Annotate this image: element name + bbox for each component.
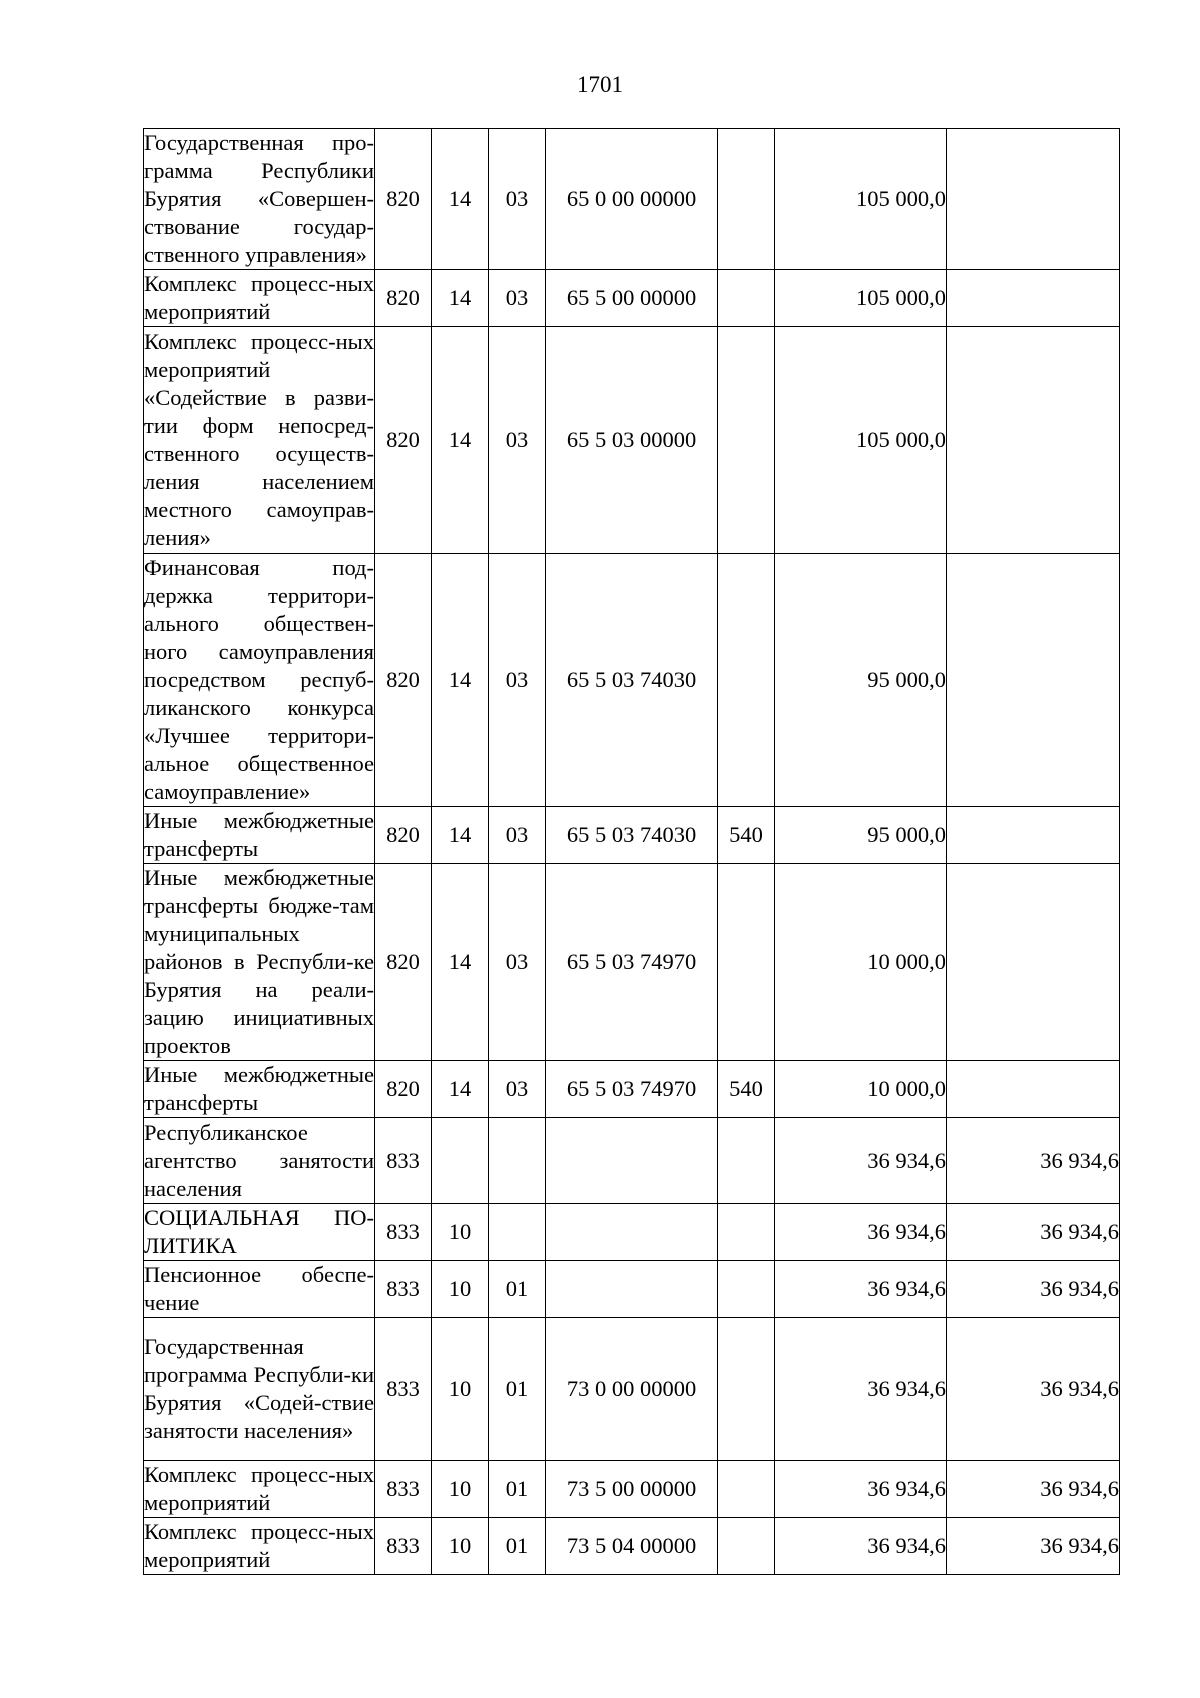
subsection-code-cell: 03 <box>489 554 546 807</box>
ministry-code-cell: 820 <box>375 864 432 1061</box>
ministry-code-cell: 820 <box>375 327 432 554</box>
section-code-cell: 14 <box>432 807 489 864</box>
row-name-cell: Иные межбюджетные трансферты <box>144 807 375 864</box>
table-row <box>144 270 1120 327</box>
table-row <box>144 864 1120 1061</box>
row-name-cell: Республиканское агентство занятости населения <box>144 1118 375 1204</box>
subsection-code-cell: 01 <box>489 1518 546 1575</box>
ministry-code-cell: 833 <box>375 1204 432 1261</box>
section-code-cell: 10 <box>432 1261 489 1318</box>
expense-type-cell <box>718 1261 775 1318</box>
subsection-code-cell: 03 <box>489 864 546 1061</box>
table-row <box>144 1061 1120 1118</box>
subsection-code-cell: 03 <box>489 129 546 270</box>
row-name-cell: Комплекс процесс-ных мероприятий <box>144 270 375 327</box>
expense-type-cell: 540 <box>718 1061 775 1118</box>
table-row <box>144 807 1120 864</box>
row-name-cell: Государственная программа Республи-ки Бурятия «Содей-ствие занятости населения» <box>144 1318 375 1461</box>
target-article-cell <box>546 1118 718 1204</box>
ministry-code-cell: 833 <box>375 1118 432 1204</box>
table-row <box>144 1318 1120 1461</box>
amount-1-cell: 36 934,6 <box>775 1318 947 1461</box>
table-row <box>144 1518 1120 1575</box>
expense-type-cell: 540 <box>718 807 775 864</box>
expense-type-cell <box>718 327 775 554</box>
amount-2-cell <box>947 129 1120 270</box>
amount-1-cell: 10 000,0 <box>775 864 947 1061</box>
amount-1-cell: 95 000,0 <box>775 554 947 807</box>
table-row <box>144 1461 1120 1518</box>
table-row <box>144 554 1120 807</box>
expense-type-cell <box>718 1518 775 1575</box>
row-name-cell: Иные межбюджетные трансферты бюдже-там муниципальных районов в Республи-ке Бурятия на реали-зацию инициативных проектов <box>144 864 375 1061</box>
target-article-cell: 65 5 03 74030 <box>546 554 718 807</box>
amount-2-cell: 36 934,6 <box>947 1461 1120 1518</box>
target-article-cell: 65 5 03 74970 <box>546 864 718 1061</box>
expense-type-cell <box>718 270 775 327</box>
amount-2-cell <box>947 327 1120 554</box>
expense-type-cell <box>718 1204 775 1261</box>
row-name-cell: Государственная про-грамма Республики Бурятия «Совершен-ствование государ-ственного управления» <box>144 129 375 270</box>
expense-type-cell <box>718 129 775 270</box>
section-code-cell: 14 <box>432 129 489 270</box>
target-article-cell: 65 5 03 74030 <box>546 807 718 864</box>
target-article-cell: 65 5 03 74970 <box>546 1061 718 1118</box>
target-article-cell: 65 0 00 00000 <box>546 129 718 270</box>
ministry-code-cell: 820 <box>375 129 432 270</box>
amount-2-cell <box>947 1061 1120 1118</box>
amount-1-cell: 36 934,6 <box>775 1118 947 1204</box>
section-code-cell: 14 <box>432 270 489 327</box>
row-name-cell: Комплекс процесс-ных мероприятий <box>144 1461 375 1518</box>
amount-2-cell: 36 934,6 <box>947 1318 1120 1461</box>
target-article-cell <box>546 1261 718 1318</box>
row-name-cell: Комплекс процесс-ных мероприятий «Содействие в разви-тии форм непосред-ственного осуществ-ления населением местного самоуправ-ления» <box>144 327 375 554</box>
amount-2-cell <box>947 554 1120 807</box>
amount-2-cell: 36 934,6 <box>947 1118 1120 1204</box>
amount-2-cell <box>947 864 1120 1061</box>
target-article-cell <box>546 1204 718 1261</box>
target-article-cell: 73 5 04 00000 <box>546 1518 718 1575</box>
expense-type-cell <box>718 1118 775 1204</box>
target-article-cell: 73 0 00 00000 <box>546 1318 718 1461</box>
table-row <box>144 129 1120 270</box>
table-row <box>144 1204 1120 1261</box>
expense-type-cell <box>718 1318 775 1461</box>
target-article-cell: 65 5 03 00000 <box>546 327 718 554</box>
table-row <box>144 327 1120 554</box>
amount-1-cell: 105 000,0 <box>775 129 947 270</box>
row-name-cell: Финансовая под-держка территори-ального обществен-ного самоуправления посредством респуб-ликанского конкурса «Лучшее территори-альное общественное самоуправление» <box>144 554 375 807</box>
page-number: 1701 <box>577 72 623 97</box>
ministry-code-cell: 833 <box>375 1261 432 1318</box>
amount-2-cell <box>947 270 1120 327</box>
expense-type-cell <box>718 864 775 1061</box>
subsection-code-cell: 01 <box>489 1261 546 1318</box>
amount-1-cell: 95 000,0 <box>775 807 947 864</box>
row-name-cell: Иные межбюджетные трансферты <box>144 1061 375 1118</box>
ministry-code-cell: 833 <box>375 1318 432 1461</box>
table-row <box>144 1261 1120 1318</box>
subsection-code-cell <box>489 1204 546 1261</box>
subsection-code-cell: 03 <box>489 807 546 864</box>
section-code-cell: 14 <box>432 554 489 807</box>
expense-type-cell <box>718 1461 775 1518</box>
amount-1-cell: 105 000,0 <box>775 327 947 554</box>
subsection-code-cell: 01 <box>489 1461 546 1518</box>
section-code-cell: 10 <box>432 1518 489 1575</box>
section-code-cell: 10 <box>432 1318 489 1461</box>
amount-2-cell: 36 934,6 <box>947 1518 1120 1575</box>
target-article-cell: 65 5 00 00000 <box>546 270 718 327</box>
section-code-cell: 14 <box>432 864 489 1061</box>
ministry-code-cell: 833 <box>375 1461 432 1518</box>
section-code-cell <box>432 1118 489 1204</box>
amount-1-cell: 36 934,6 <box>775 1261 947 1318</box>
amount-1-cell: 10 000,0 <box>775 1061 947 1118</box>
subsection-code-cell <box>489 1118 546 1204</box>
subsection-code-cell: 03 <box>489 1061 546 1118</box>
ministry-code-cell: 833 <box>375 1518 432 1575</box>
amount-2-cell: 36 934,6 <box>947 1204 1120 1261</box>
subsection-code-cell: 03 <box>489 327 546 554</box>
amount-1-cell: 36 934,6 <box>775 1518 947 1575</box>
target-article-cell: 73 5 00 00000 <box>546 1461 718 1518</box>
ministry-code-cell: 820 <box>375 1061 432 1118</box>
amount-1-cell: 105 000,0 <box>775 270 947 327</box>
table-body <box>144 129 1120 1575</box>
amount-2-cell <box>947 807 1120 864</box>
subsection-code-cell: 03 <box>489 270 546 327</box>
section-code-cell: 10 <box>432 1204 489 1261</box>
ministry-code-cell: 820 <box>375 270 432 327</box>
ministry-code-cell: 820 <box>375 807 432 864</box>
ministry-code-cell: 820 <box>375 554 432 807</box>
expense-type-cell <box>718 554 775 807</box>
amount-1-cell: 36 934,6 <box>775 1461 947 1518</box>
subsection-code-cell: 01 <box>489 1318 546 1461</box>
row-name-cell: Пенсионное обеспе-чение <box>144 1261 375 1318</box>
section-code-cell: 14 <box>432 327 489 554</box>
amount-1-cell: 36 934,6 <box>775 1204 947 1261</box>
amount-2-cell: 36 934,6 <box>947 1261 1120 1318</box>
budget-table <box>143 128 1120 1575</box>
section-code-cell: 10 <box>432 1461 489 1518</box>
section-code-cell: 14 <box>432 1061 489 1118</box>
row-name-cell: СОЦИАЛЬНАЯ ПО-ЛИТИКА <box>144 1204 375 1261</box>
row-name-cell: Комплекс процесс-ных мероприятий <box>144 1518 375 1575</box>
table-row <box>144 1118 1120 1204</box>
